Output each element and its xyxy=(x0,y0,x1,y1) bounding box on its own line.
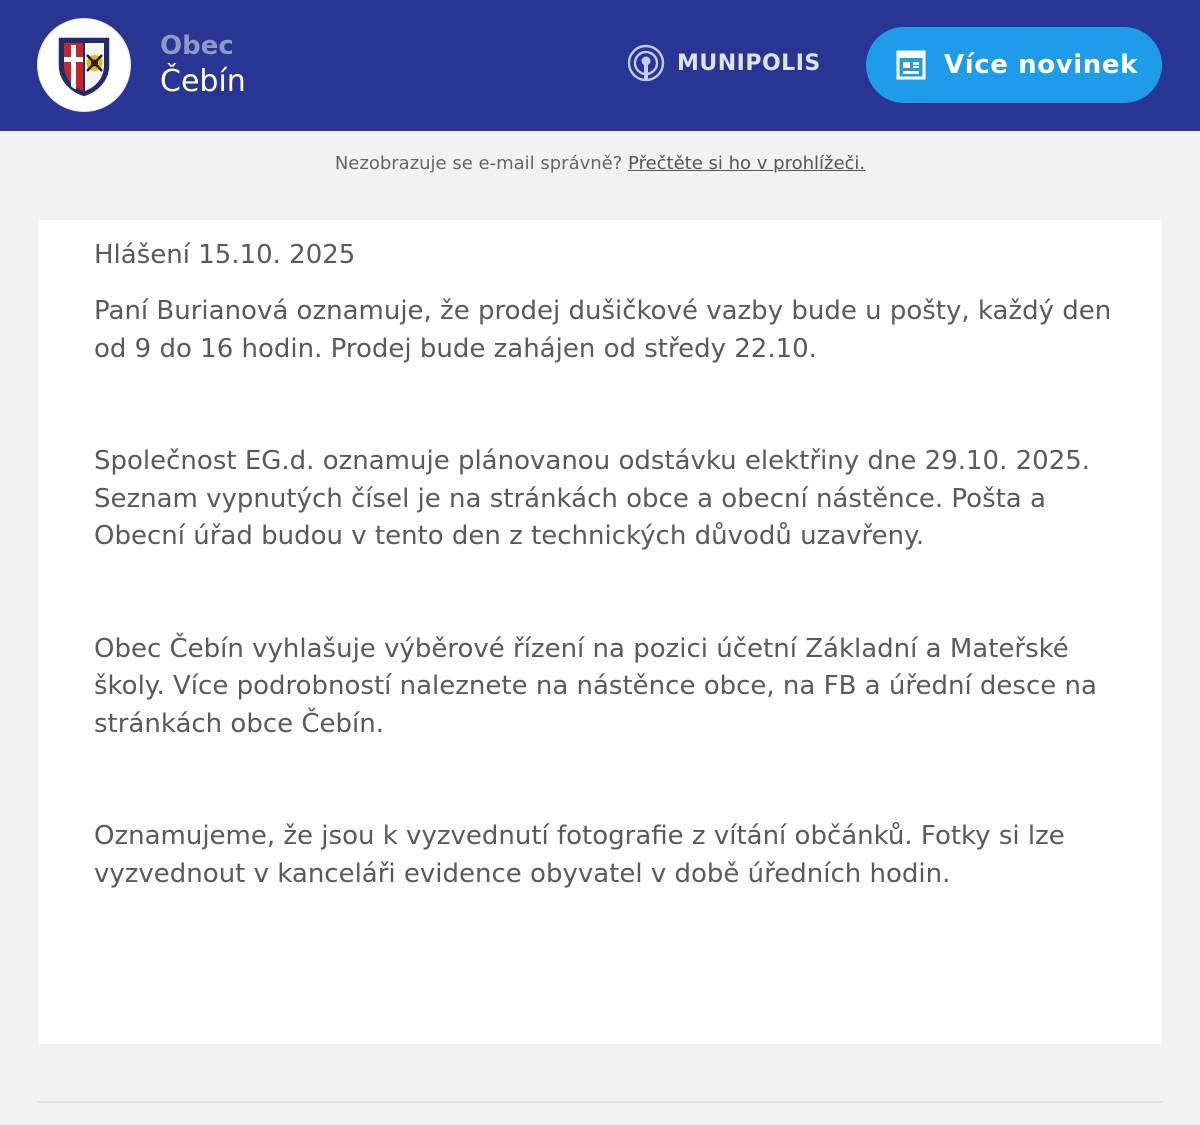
message-title: Hlášení 15.10. 2025 xyxy=(94,240,356,270)
view-in-browser-link[interactable]: Přečtěte si ho v prohlížeči. xyxy=(628,153,866,174)
email-header xyxy=(0,0,1200,131)
footer-divider xyxy=(38,1101,1162,1103)
more-news-label: Více novinek xyxy=(944,50,1138,80)
message-paragraph: Paní Burianová oznamuje, že prodej dušičkové vazby bude u pošty, každý den od 9 do 16 hodin. Prodej bude zahájen od středy 22.10. xyxy=(94,296,1112,364)
message-paragraph: Obec Čebín vyhlašuje výběrové řízení na pozici účetní Základní a Mateřské školy. Více podrobností naleznete na nástěnce obce, na FB a úřední desce na stránkách obce Čebín. xyxy=(94,633,1097,739)
town-logo[interactable] xyxy=(38,19,130,111)
munipolis-signal-icon xyxy=(627,44,665,82)
message-card xyxy=(38,220,1162,1044)
message-paragraph: Společnost EG.d. oznamuje plánovanou odstávku elektřiny dne 29.10. 2025. Seznam vypnutých čísel je na stránkách obce a obecní nástěnce. Pošta a Obecní úřad budou v tento den z technických důvodů uzavřeny. xyxy=(94,446,1091,551)
more-news-button[interactable] xyxy=(866,27,1162,103)
notice-text: Nezobrazuje se e-mail správně? xyxy=(334,153,623,174)
brand-name: MUNIPOLIS xyxy=(677,50,821,76)
message-content xyxy=(94,237,1134,893)
town-name-label: Čebín xyxy=(160,64,246,99)
view-in-browser-notice xyxy=(0,151,1200,177)
town-kind-label: Obec xyxy=(160,31,234,61)
coat-of-arms-icon xyxy=(56,35,112,97)
message-paragraph: Oznamujeme, že jsou k vyzvednutí fotografie z vítání občánků. Fotky si lze vyzvednout v kanceláři evidence obyvatel v době úředních hodin. xyxy=(94,821,1065,889)
munipolis-brand[interactable] xyxy=(627,44,821,82)
newspaper-icon xyxy=(896,50,926,80)
